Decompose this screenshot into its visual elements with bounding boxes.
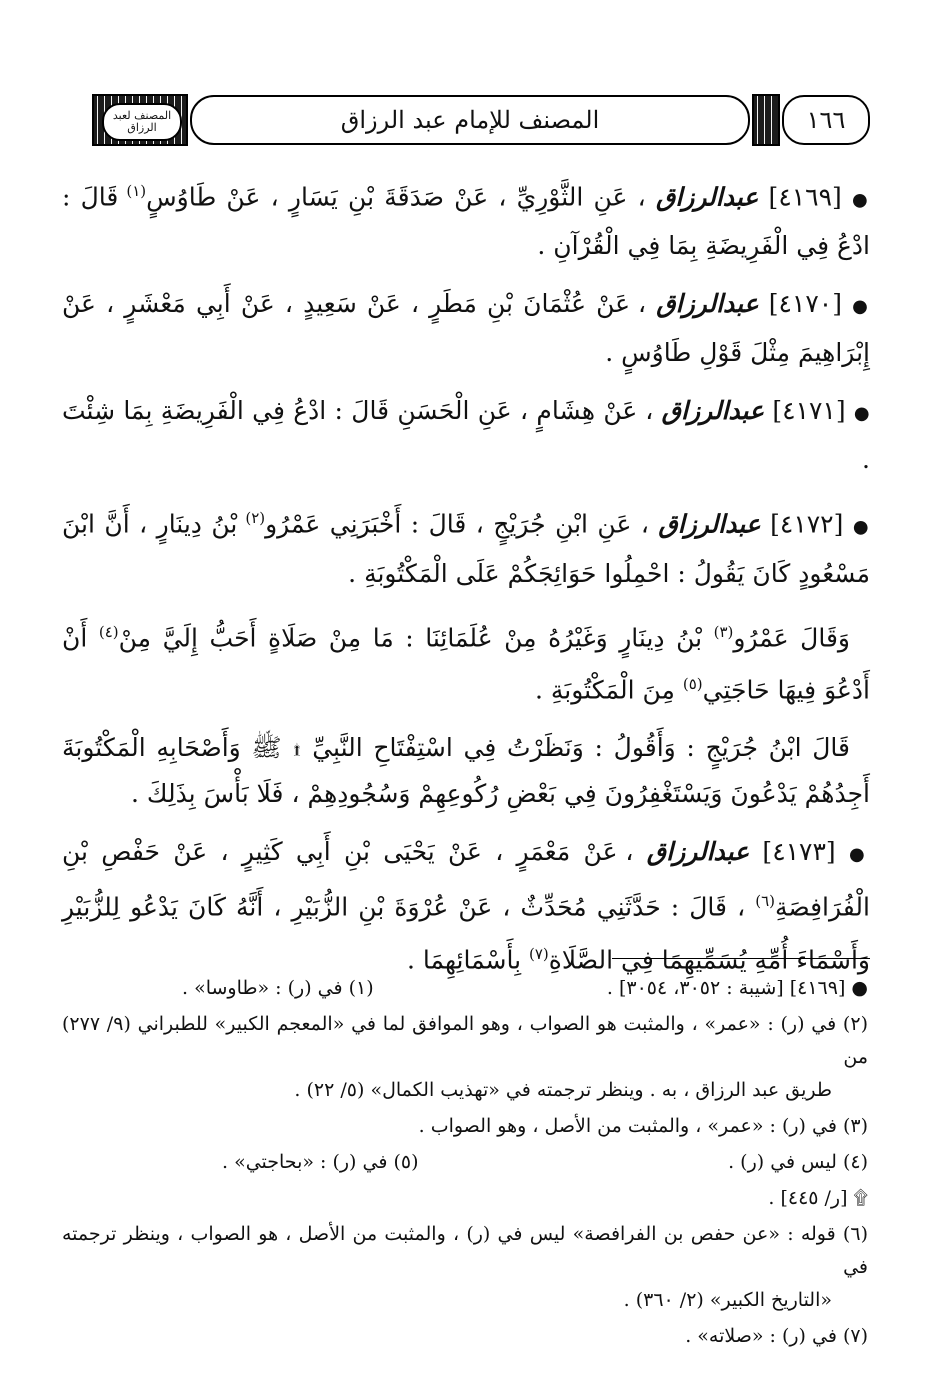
footnote: (٣) في (ر) : «عمر» ، والمثبت من الأصل ، وهو الصواب .: [418, 1115, 868, 1137]
footnote-ref: (٣): [713, 622, 734, 641]
footnote-ref: (١): [126, 182, 147, 200]
narrator-name: عبدالرزاق: [655, 182, 759, 212]
narrator-name: عبدالرزاق: [658, 509, 761, 539]
paragraph: [62, 609, 870, 714]
footnote-ref: (٧): [529, 944, 549, 963]
footnote: [62, 1218, 868, 1317]
hadith-entry: ● [٤١٦٩] عبدالرزاق ، عَنِ الثَّوْرِيِّ ، عَنْ صَدَقَةَ بْنِ يَسَارٍ ، عَنْ طَاوُسٍ$^{(١)}$ قَالَ : ادْعُ فِي الْفَرِيضَةِ بِمَا فِي الْقُرْآنِ .: [62, 182, 870, 261]
paragraph: [62, 725, 870, 817]
header-ornament-left: [92, 94, 188, 146]
running-title: المصنف للإمام عبد الرزاق: [190, 95, 750, 145]
footnote-separator: [612, 958, 870, 959]
header-ornament-mid: [752, 94, 780, 146]
entry-number: ٤١٧٣: [772, 837, 826, 867]
entry-number: ٤١٧٢: [779, 509, 834, 539]
entry-text: بْنُ دِينَارٍ ، أَنَّ ابْنَ مَسْعُودٍ كَانَ يَقُولُ : احْمِلُوا حَوَائِجَكُمْ عَلَى الْمَكْتُوبَةِ .: [62, 509, 870, 588]
footnote-text: (٢) في (ر) : «عمر» ، والمثبت هو الصواب ، وهو الموافق لما في «المعجم الكبير» للطبراني (٩/ ٢٧٧) من: [62, 1013, 868, 1068]
paragraph-text: مِنَ الْمَكْتُوبَةِ .: [535, 675, 683, 705]
footnotes: [62, 972, 868, 1356]
footnote: (١) في (ر) : «طاوسا» .: [182, 977, 374, 999]
hadith-entry: ● [٤١٧٣] عبدالرزاق ، عَنْ مَعْمَرٍ ، عَنْ يَحْيَى بْنِ أَبِي كَثِيرٍ ، عَنْ حَفْصِ بْنِ الْفُرَافِصَةِ$^{(٦)}$ ، قَالَ : حَدَّثَنِي مُحَدِّثٌ ، عَنْ عُرْوَةَ بْنِ الزُّبَيْرِ ، أَنَّهُ كَانَ يَدْعُو لِلزُّبَيْرِ وَأَسْمَاءَ أُمِّهِ يُسَمِّيهِمَا فِي الصَّلَاةِ$^{(٧)}$ بِأَسْمَائِهِمَا .: [62, 837, 870, 974]
narrator-name: عبدالرزاق: [656, 289, 759, 319]
entry-text: ، عَنْ مَعْمَرٍ ، عَنْ يَحْيَى بْنِ أَبِي كَثِيرٍ ، عَنْ حَفْصِ بْنِ الْفُرَافِصَةِ: [62, 837, 870, 922]
entry-text: ، عَنْ عُثْمَانَ بْنِ مَطَرٍ ، عَنْ سَعِيدٍ ، عَنْ أَبِي مَعْشَرٍ ، عَنْ إِبْرَاهِيمَ مِثْلَ قَوْلِ طَاوُسٍ .: [62, 289, 870, 368]
footnote-text: «التاريخ الكبير» (٢/ ٣٦٠) .: [623, 1289, 832, 1311]
entry-text: بِأَسْمَائِهِمَا .: [407, 944, 529, 974]
hadith-entry: ● [٤١٧٠] عبدالرزاق ، عَنْ عُثْمَانَ بْنِ مَطَرٍ ، عَنْ سَعِيدٍ ، عَنْ أَبِي مَعْشَرٍ ، عَنْ إِبْرَاهِيمَ مِثْلَ قَوْلِ طَاوُسٍ .: [62, 289, 870, 368]
entry-text: ، عَنِ ابْنِ جُرَيْجٍ ، قَالَ : أَخْبَرَنِي عَمْرُو: [265, 509, 649, 539]
page-header: [92, 92, 870, 148]
entry-text: قَالَ : ادْعُ فِي الْفَرِيضَةِ بِمَا فِي الْقُرْآنِ .: [62, 182, 870, 261]
narrator-name: عبدالرزاق: [661, 396, 765, 426]
footnote-row: [62, 972, 868, 1005]
entry-text: ، عَنِ الثَّوْرِيِّ ، عَنْ صَدَقَةَ بْنِ يَسَارٍ ، عَنْ طَاوُسٍ: [146, 182, 646, 212]
footnote-ref: (٤): [98, 622, 119, 641]
footnote-text: طريق عبد الرزاق ، به . وينظر ترجمته في «تهذيب الكمال» (٥/ ٢٢) .: [294, 1079, 832, 1101]
paragraph-text: قَالَ ابْنُ جُرَيْجٍ : وَأَقُولُ : وَنَظَرْتُ فِي اسْتِفْتَاحِ النَّبِيِّ ۩ ﷺ وَأَصْحَابِهِ الْمَكْتُوبَةَ أَجِدُهُمْ يَدْعُونَ وَيَسْتَغْفِرُونَ فِي بَعْضِ رُكُوعِهِمْ وَسُجُودِهِمْ ، فَلَا بَأْسَ بِذَلِكَ .: [62, 733, 870, 809]
entry-text: ، قَالَ : حَدَّثَنِي مُحَدِّثٌ ، عَنْ عُرْوَةَ بْنِ الزُّبَيْرِ ، أَنَّهُ كَانَ يَدْعُو لِلزُّبَيْرِ وَأَسْمَاءَ أُمِّهِ يُسَمِّيهِمَا فِي الصَّلَاةِ: [62, 892, 870, 974]
hadith-entry: ● [٤١٧١] عبدالرزاق ، عَنْ هِشَامٍ ، عَنِ الْحَسَنِ قَالَ : ادْعُ فِي الْفَرِيضَةِ بِمَا شِئْتَ .: [62, 396, 871, 475]
paragraph-text: أَنْ أَدْعُوَ فِيهَا حَاجَتِي: [62, 622, 870, 705]
page-number: ١٦٦: [782, 95, 870, 145]
main-text: [62, 168, 870, 995]
entry-number: ٤١٧١: [782, 396, 836, 426]
paragraph-text: بْنُ دِينَارٍ وَغَيْرُهُ مِنْ عُلَمَائِنَا : مَا مِنْ صَلَاةٍ أَحَبُّ إِلَيَّ مِنْ: [118, 622, 714, 652]
hadith-entry: ● [٤١٧٢] عبدالرزاق ، عَنِ ابْنِ جُرَيْجٍ ، قَالَ : أَخْبَرَنِي عَمْرُو$^{(٢)}$ بْنُ دِينَارٍ ، أَنَّ ابْنَ مَسْعُودٍ كَانَ يَقُولُ : احْمِلُوا حَوَائِجَكُمْ عَلَى الْمَكْتُوبَةِ .: [62, 509, 871, 588]
footnote-row: [62, 1146, 868, 1179]
entry-text: ، عَنْ هِشَامٍ ، عَنِ الْحَسَنِ قَالَ : ادْعُ فِي الْفَرِيضَةِ بِمَا شِئْتَ .: [62, 396, 870, 475]
footnote: (٤) ليس في (ر) .: [728, 1151, 868, 1173]
footnote: (٧) في (ر) : «صلاته» .: [685, 1325, 868, 1347]
footnote-source: ● [٤١٦٩] [شيبة : ٣٠٥٢، ٣٠٥٤] .: [606, 977, 868, 999]
page-marker-note: ۩ [ر/ ٤٤٥] .: [768, 1187, 868, 1209]
footnote-ref: (٦): [755, 892, 776, 911]
entry-number: ٤١٧٠: [778, 289, 833, 319]
footnote-text: (٦) قوله : «عن حفص بن الفرافصة» ليس في (ر) ، والمثبت من الأصل ، هو الصواب ، وينظر ترجمته في: [62, 1223, 868, 1278]
entry-number: ٤١٦٩: [778, 182, 833, 212]
paragraph-text: وَقَالَ عَمْرُو: [733, 622, 850, 652]
footnote: (٥) في (ر) : «بحاجتي» .: [222, 1151, 419, 1173]
footnote-ref: (٥): [682, 674, 703, 693]
narrator-name: عبدالرزاق: [646, 837, 750, 867]
footnote-ref: (٢): [245, 509, 266, 528]
footnote: [62, 1008, 868, 1107]
header-small-cartouche: المصنف لعبد الرزاق: [102, 103, 182, 141]
